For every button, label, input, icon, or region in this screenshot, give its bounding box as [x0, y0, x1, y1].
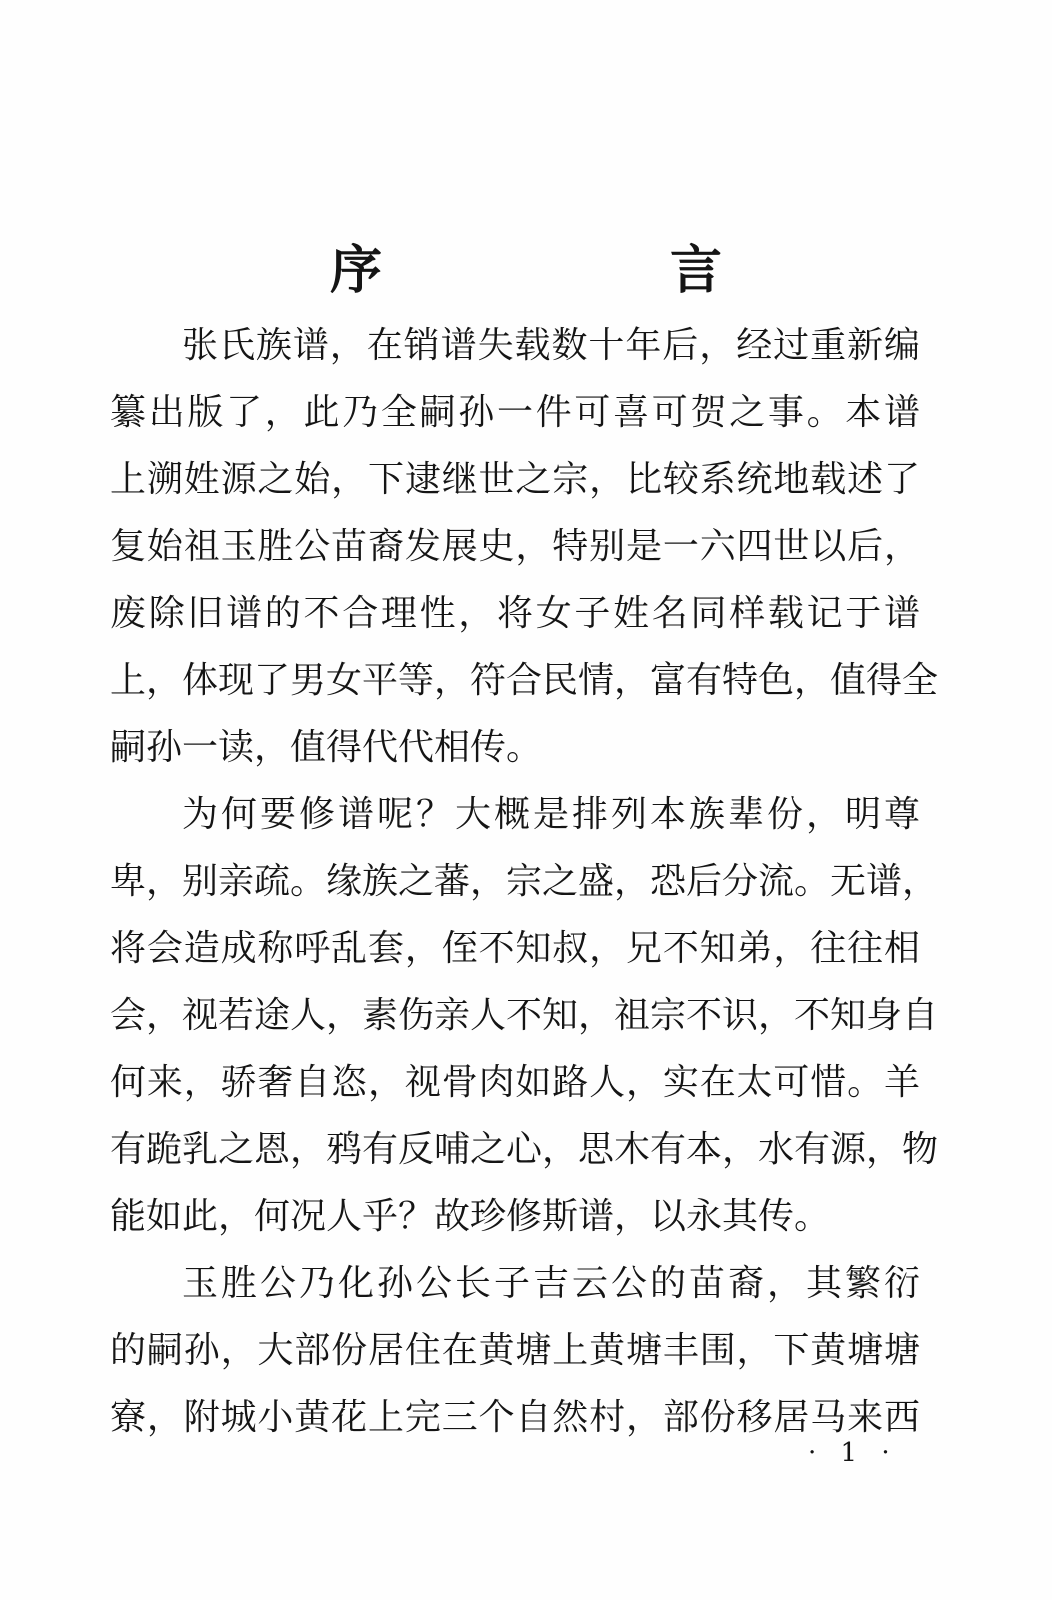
- paragraph-3: [110, 1250, 920, 1451]
- text-line: 为何要修谱呢？大概是排列本族辈份，明尊: [182, 794, 920, 835]
- text-line: 有跪乳之恩，鸦有反哺之心，思木有本，水有源，物: [110, 1129, 939, 1170]
- text-line: 何来，骄奢自恣，视骨肉如路人，实在太可惜。羊: [110, 1062, 920, 1103]
- text-line: 废除旧谱的不合理性，将女子姓名同样载记于谱: [110, 593, 920, 634]
- page-title: 序 言: [329, 239, 840, 301]
- text-line: 纂出版了，此乃全嗣孙一件可喜可贺之事。本谱: [110, 392, 920, 433]
- paragraph-2: [110, 781, 939, 1250]
- body-text: [110, 312, 939, 1451]
- paragraph-1: [110, 312, 939, 781]
- text-line: 玉胜公乃化孙公长子吉云公的苗裔，其繁衍: [182, 1263, 920, 1304]
- text-line: 的嗣孙，大部份居住在黄塘上黄塘丰围，下黄塘塘: [110, 1330, 920, 1371]
- text-line: 复始祖玉胜公苗裔发展史，特别是一六四世以后，: [110, 526, 920, 567]
- text-line: 张氏族谱，在销谱失载数十年后，经过重新编: [182, 325, 920, 366]
- page-number: · 1 ·: [808, 1438, 898, 1468]
- text-line: 上溯姓源之始，下逮继世之宗，比较系统地载述了: [110, 459, 920, 500]
- text-line: 上，体现了男女平等，符合民情，富有特色，值得全: [110, 660, 939, 701]
- text-line: 会，视若途人，素伤亲人不知，祖宗不识，不知身自: [110, 995, 939, 1036]
- text-line: 嗣孙一读，值得代代相传。: [110, 727, 543, 768]
- text-line: 能如此，何况人乎？故珍修斯谱，以永其传。: [110, 1196, 831, 1237]
- text-line: 卑，别亲疏。缘族之蕃，宗之盛，恐后分流。无谱，: [110, 861, 939, 902]
- text-line: 将会造成称呼乱套，侄不知叔，兄不知弟，往往相: [110, 928, 920, 969]
- text-line: 寮，附城小黄花上完三个自然村，部份移居马来西: [110, 1397, 920, 1438]
